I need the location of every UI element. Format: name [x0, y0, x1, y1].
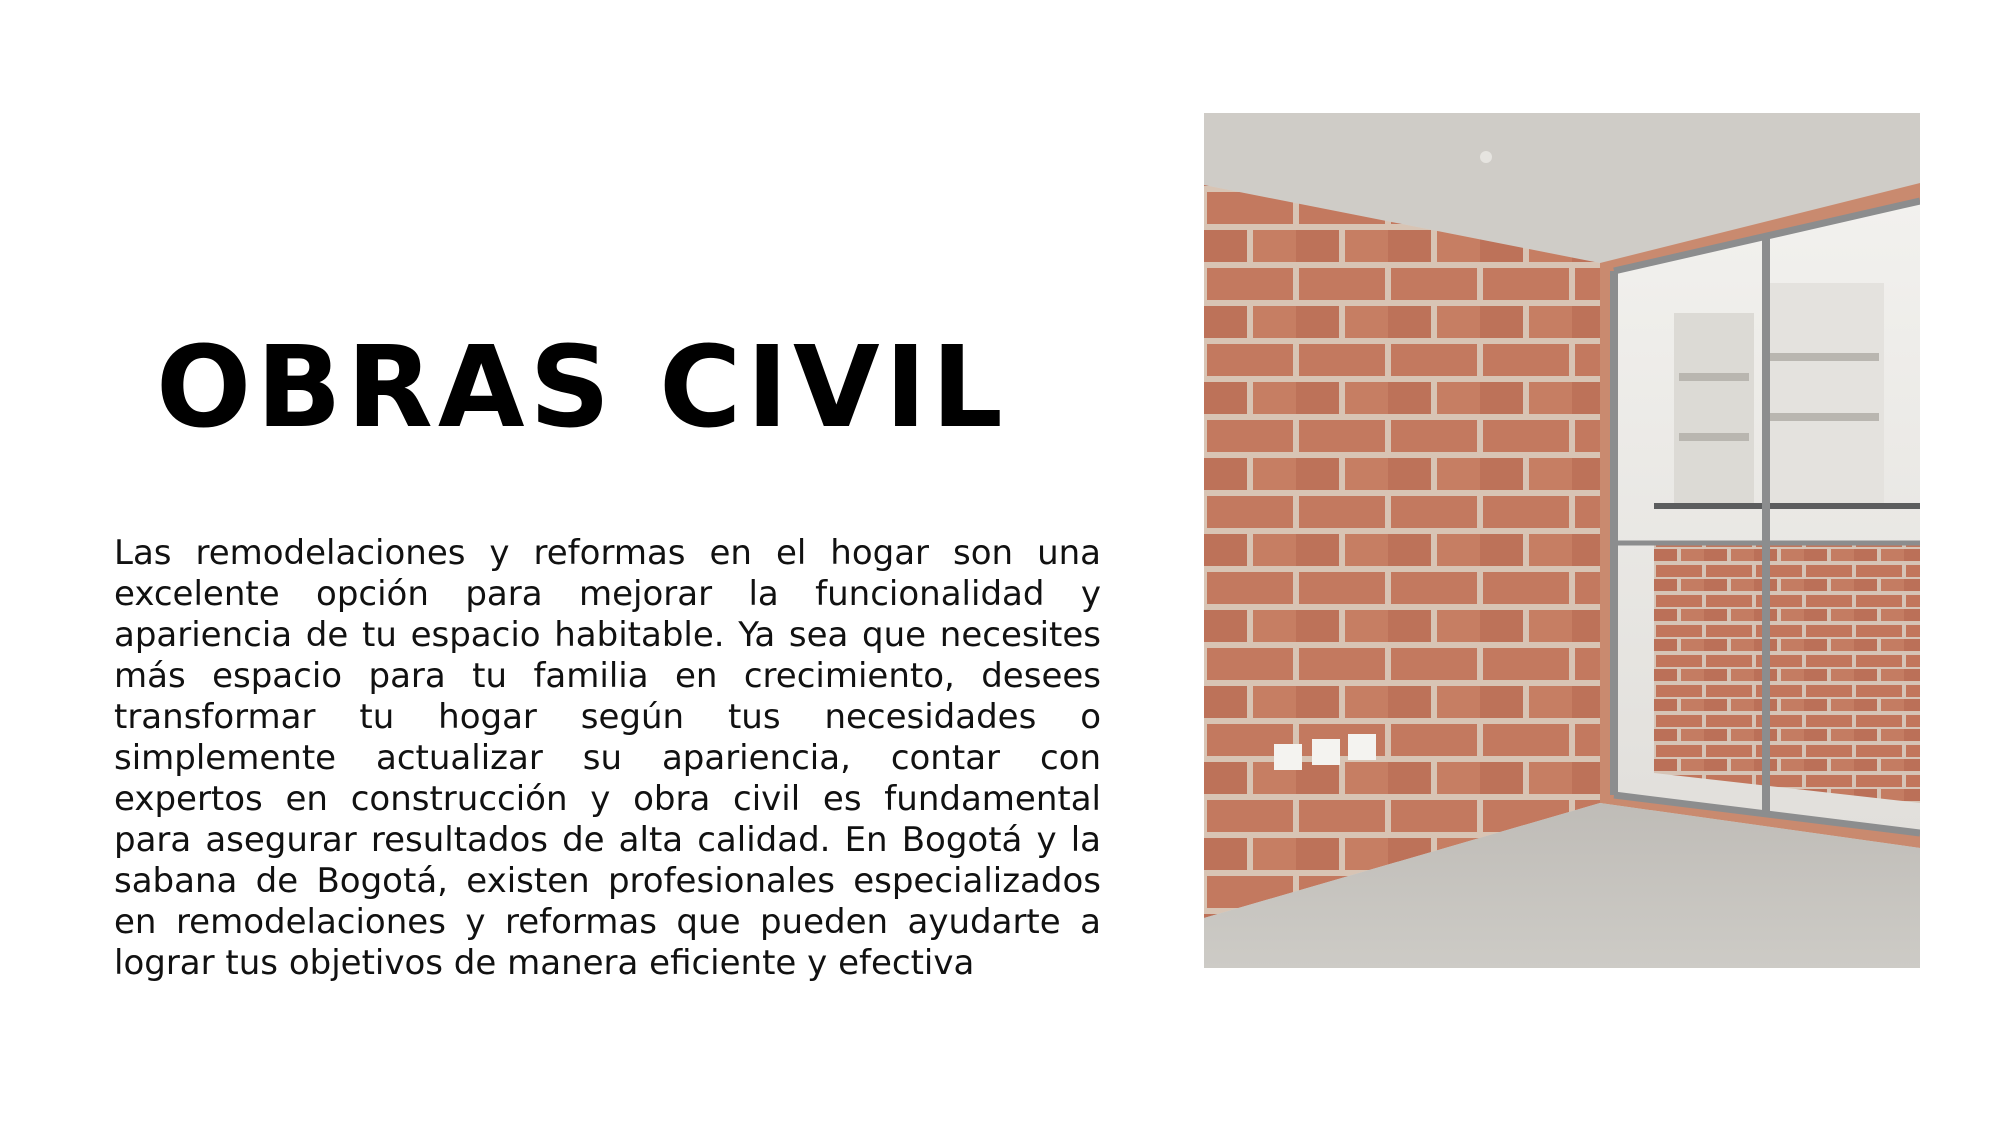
- outlet: [1274, 744, 1302, 770]
- slide-title: OBRAS CIVIL: [156, 323, 1008, 453]
- outlet: [1312, 739, 1340, 765]
- left-brick-wall: [1204, 185, 1600, 918]
- slide-body-text: Las remodelaciones y reformas en el hogar son una excelente opción para mejorar la funcionalidad y apariencia de tu espacio habitable. Ya sea que necesites más espacio para tu familia en crecimiento, desees transformar tu hogar según tus necesidades o simplemente actualizar su apariencia, contar con expertos en construcción y obra civil es fundamental para asegurar resultados de alta calidad. En Bogotá y la sabana de Bogotá, existen profesionales especializados en remodelaciones y reformas que pueden ayudarte a lograr tus objetivos de manera eficiente y efectiva: [114, 533, 1101, 983]
- outlet: [1348, 734, 1376, 760]
- room-photo: [1204, 113, 1920, 968]
